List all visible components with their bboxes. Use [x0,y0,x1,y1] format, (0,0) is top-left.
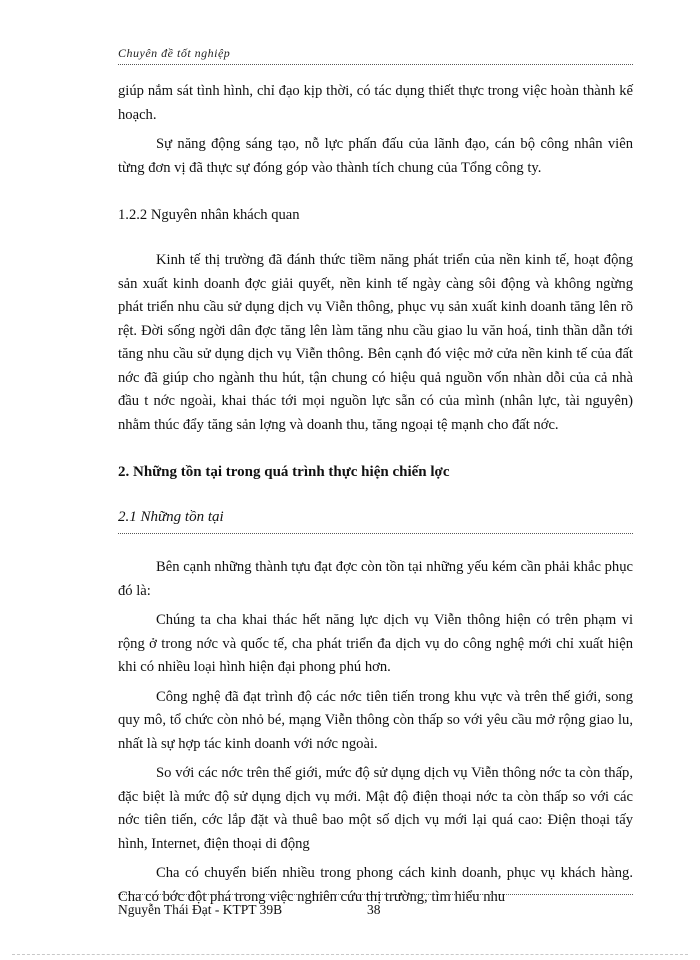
subsection-heading: 1.2.2 Nguyên nhân khách quan [118,207,300,223]
paragraph: Sự năng động sáng tạo, nỗ lực phấn đấu của lãnh đạo, cán bộ công nhân viên từng đơn vị đã thực sự đóng góp vào thành tích chung của Tổng công ty. [118,136,633,176]
paragraph: Bên cạnh những thành tựu đạt đợc còn tồn tại những yếu kém cần phải khắc phục đó là: [118,559,633,599]
page-number: 38 [367,902,381,917]
paragraph: So với các nớc trên thế giới, mức độ sử dụng dịch vụ Viễn thông nớc ta còn thấp, đặc biệt là mức độ sử dụng dịch vụ mới. Mật độ điện thoại nớc ta còn thấp so với các nớc tiên tiến, cớc lắp đặt và thuê bao một số dịch vụ mới lại quá cao: Điện thoại tấy hình, Internet, điện thoại di động [118,765,633,852]
paragraph: giúp nắm sát tình hình, chỉ đạo kịp thời, có tác dụng thiết thực trong việc hoàn thành kế hoạch. [118,83,633,123]
paragraph: Cha có chuyển biến nhiều trong phong cách kinh doanh, phục vụ khách hàng. Cha có bớc đột phá trong việc nghiên cứu thị trường, tìm hiểu nhu [118,865,633,905]
running-header: Chuyên đề tốt nghiệp [118,46,231,60]
header-divider [118,64,633,65]
page-body [118,80,633,909]
paragraph: Công nghệ đã đạt trình độ các nớc tiên tiến trong khu vực và trên thế giới, song quy mô, tổ chức còn nhỏ bé, mạng Viễn thông còn thấp so với yêu cầu mở rộng giao lu, nhất là sự hợp tác kinh doanh với nớc ngoài. [118,688,633,752]
footer-divider [118,894,633,895]
subsection-heading-italic: 2.1 Những tồn tại [118,509,224,525]
paragraph: Chúng ta cha khai thác hết năng lực dịch vụ Viễn thông hiện có trên phạm vi rộng ở trong nớc và quốc tế, cha phát triển đa dịch vụ do công nghệ mới chỉ xuất hiện khi có nhiều loại hình hiện đại phong phú hơn. [118,612,633,675]
page-edge-divider [12,954,688,955]
paragraph: Kinh tế thị trường đã đánh thức tiềm năng phát triển của nền kinh tế, hoạt động sản xuất kinh doanh đợc giải quyết, nền kinh tế ngày càng sôi động và không ngừng phát triển nhu cầu sử dụng dịch vụ Viễn thông, phục vụ sản xuất kinh doanh tăng lên rõ rệt. Đời sống ngời dân đợc tăng lên làm tăng nhu cầu giao lu văn hoá, tinh thần dẫn tới tăng nhu cầu sử dụng dịch vụ Viễn thông. Bên cạnh đó việc mở cửa nền kinh tế của đất nớc đã giúp cho ngành thu hút, tận chung có hiệu quả nguồn vốn nhàn dỗi của cả nhà đầu t nớc ngoài, khai thác tới mọi nguồn lực sẵn có của mình (nhân lực, tài nguyên) nhằm thúc đẩy tăng sản lợng và doanh thu, tăng ngoại tệ mạnh cho đất nớc. [118,252,633,433]
heading-dotted-rule [118,533,633,534]
section-heading: 2. Những tồn tại trong quá trình thực hiện chiến lợc [118,464,450,480]
footer-author: Nguyễn Thái Đạt - KTPT 39B [118,902,283,917]
